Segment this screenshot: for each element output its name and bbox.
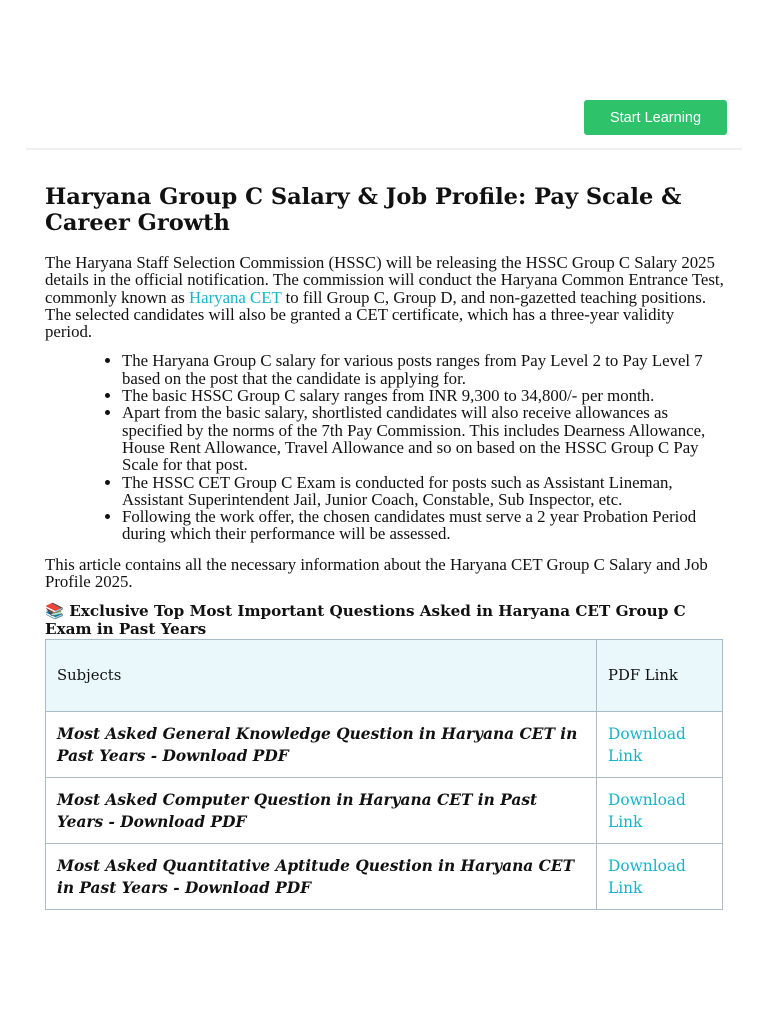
table-row [46, 778, 723, 844]
subject-cell: Most Asked General Knowledge Question in Haryana CET in Past Years - Download PDF [46, 712, 597, 778]
summary-paragraph: This article contains all the necessary information about the Haryana CET Group C Salary and Job Profile 2025. [45, 554, 708, 592]
list-item: • The basic HSSC Group C salary ranges from INR 9,300 to 34,800/- per month. [122, 387, 725, 404]
questions-table [45, 639, 723, 910]
list-item: • The HSSC CET Group C Exam is conducted for posts such as Assistant Lineman, Assistant Superintendent Jail, Junior Coach, Constable, Sub Inspector, etc. [122, 474, 725, 509]
subject-cell: Most Asked Quantitative Aptitude Question in Haryana CET in Past Years - Download PDF [46, 844, 597, 910]
download-link[interactable]: Download Link [608, 724, 686, 765]
header-pdf-link: PDF Link [597, 640, 723, 712]
pdf-cell [597, 844, 723, 910]
header-divider [26, 148, 742, 150]
download-link[interactable]: Download Link [608, 790, 686, 831]
intro-paragraph [45, 254, 725, 340]
key-points-list [45, 352, 725, 542]
intro-text-end: to fill Group C, Group D, and non-gazetted teaching positions. The selected candidates will also be granted a CET certificate, which has a three-year validity period. [45, 287, 707, 342]
download-link[interactable]: Download Link [608, 856, 686, 897]
intro-text-start: The Haryana Staff Selection Commission (HSSC) will be releasing the HSSC Group C Salary 2025 details in the official notification. The commission will conduct the Haryana Common Entrance Test, commonly known as [45, 253, 724, 307]
list-item: • The Haryana Group C salary for various posts ranges from Pay Level 2 to Pay Level 7 based on the post that the candidate is applying for. [122, 352, 725, 387]
table-header-row [46, 640, 723, 712]
subject-cell: Most Asked Computer Question in Haryana CET in Past Years - Download PDF [46, 778, 597, 844]
list-item: • Following the work offer, the chosen candidates must serve a 2 year Probation Period during which their performance will be assessed. [122, 508, 725, 543]
header-subjects: Subjects [46, 640, 597, 712]
pdf-cell [597, 778, 723, 844]
haryana-cet-link[interactable]: Haryana CET [189, 287, 282, 307]
start-learning-button[interactable]: Start Learning [584, 100, 727, 135]
table-row [46, 712, 723, 778]
top-bar [0, 0, 768, 150]
article-title: Haryana Group C Salary & Job Profile: Pay Scale & Career Growth [45, 184, 682, 236]
article-content [45, 184, 725, 910]
section-heading: 📚 Exclusive Top Most Important Questions Asked in Haryana CET Group C Exam in Past Years [45, 602, 686, 638]
pdf-cell [597, 712, 723, 778]
list-item: • Apart from the basic salary, shortlisted candidates will also receive allowances as specified by the norms of the 7th Pay Commission. This includes Dearness Allowance, House Rent Allowance, Travel Allowance and so on based on the HSSC Group C Pay Scale for that post. [122, 404, 725, 473]
table-row [46, 844, 723, 910]
